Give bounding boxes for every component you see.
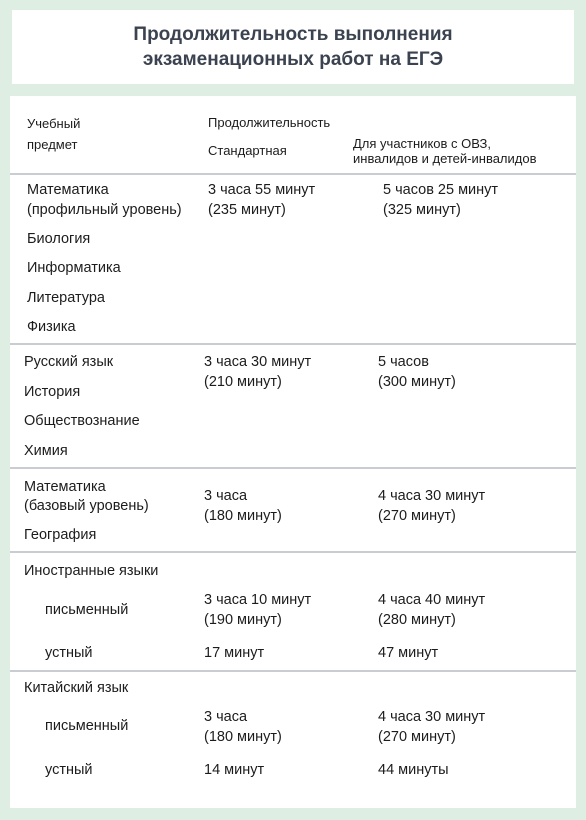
standard-duration-minutes: (190 минут) <box>204 612 282 628</box>
exam-part-label: устный <box>45 645 93 661</box>
standard-duration: 3 часа 55 минут <box>208 182 316 198</box>
ovz-duration-minutes: (325 минут) <box>383 202 461 218</box>
ovz-duration: 4 часа 30 минут <box>378 709 486 725</box>
separator <box>10 343 576 345</box>
standard-duration: 14 минут <box>204 762 265 778</box>
separator <box>10 467 576 469</box>
separator <box>10 670 576 672</box>
exam-part-label: письменный <box>45 602 129 618</box>
ovz-duration: 5 часов <box>378 354 429 370</box>
ovz-duration-minutes: (270 минут) <box>378 729 456 745</box>
exam-part-label: письменный <box>45 718 129 734</box>
subject-name: (базовый уровень) <box>24 498 149 514</box>
subject-name: Химия <box>24 443 68 459</box>
ovz-duration: 47 минут <box>378 645 439 661</box>
header-subject-line-1: Учебный <box>27 116 81 131</box>
ovz-duration: 5 часов 25 минут <box>383 182 499 198</box>
standard-duration-minutes: (210 минут) <box>204 374 282 390</box>
subject-name: География <box>24 527 97 543</box>
standard-duration-minutes: (235 минут) <box>208 202 286 218</box>
header-duration: Продолжительность <box>208 115 331 130</box>
ovz-duration: 44 минуты <box>378 762 449 778</box>
language-group-title: Иностранные языки <box>24 563 159 579</box>
subject-name: Математика <box>24 479 106 495</box>
subject-name: Литература <box>27 290 105 306</box>
subject-name: Биология <box>27 231 91 247</box>
language-group-title: Китайский язык <box>24 680 129 696</box>
page-title-line-1: Продолжительность выполнения <box>133 24 453 45</box>
subject-name: Физика <box>27 319 76 335</box>
separator <box>10 551 576 553</box>
subject-name: Обществознание <box>24 413 140 429</box>
ovz-duration: 4 часа 40 минут <box>378 592 486 608</box>
standard-duration: 17 минут <box>204 645 265 661</box>
page-title-line-2: экзаменационных работ на ЕГЭ <box>142 49 444 70</box>
standard-duration: 3 часа 10 минут <box>204 592 312 608</box>
header-subject-line-2: предмет <box>27 137 78 152</box>
header-standard: Стандартная <box>208 143 287 158</box>
subject-name: Информатика <box>27 260 121 276</box>
subject-name: История <box>24 384 81 400</box>
subject-name: (профильный уровень) <box>27 202 182 218</box>
standard-duration: 3 часа <box>204 488 248 504</box>
subject-name: Русский язык <box>24 354 114 370</box>
standard-duration: 3 часа 30 минут <box>204 354 312 370</box>
ovz-duration-minutes: (270 минут) <box>378 508 456 524</box>
exam-part-label: устный <box>45 762 93 778</box>
duration-table <box>10 96 576 808</box>
ovz-duration-minutes: (300 минут) <box>378 374 456 390</box>
ovz-duration-minutes: (280 минут) <box>378 612 456 628</box>
standard-duration-minutes: (180 минут) <box>204 729 282 745</box>
header-ovz-line-1: Для участников с ОВЗ, <box>353 136 491 151</box>
ovz-duration: 4 часа 30 минут <box>378 488 486 504</box>
standard-duration: 3 часа <box>204 709 248 725</box>
separator <box>10 173 576 175</box>
title-banner <box>12 10 574 84</box>
standard-duration-minutes: (180 минут) <box>204 508 282 524</box>
subject-name: Математика <box>27 182 109 198</box>
header-ovz-line-2: инвалидов и детей-инвалидов <box>353 151 537 166</box>
